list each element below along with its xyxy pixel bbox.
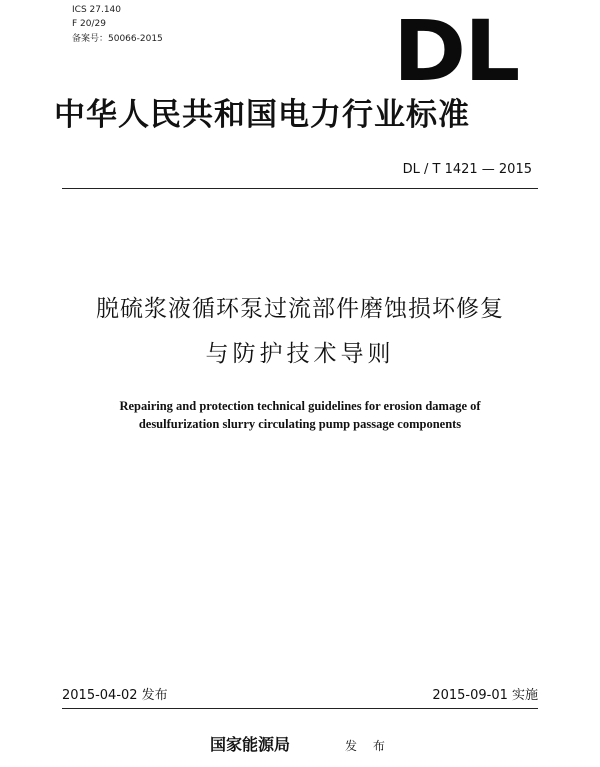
top-divider (62, 188, 538, 189)
ics-code: ICS 27.140 (72, 5, 122, 15)
issue-date: 2015-04-02 发布 (62, 688, 168, 703)
standard-number: DL / T 1421 — 2015 (402, 162, 532, 177)
record-number: 备案号：50066-2015 (72, 34, 163, 44)
chinese-title-line-2: 与防护技术导则 (205, 341, 395, 367)
english-title-line-2: desulfurization slurry circulating pump passage components (138, 417, 462, 431)
industry-standard-title: 中华人民共和国电力行业标准 (54, 97, 470, 133)
publish-label: 发 布 (345, 739, 391, 753)
ccs-code: F 20/29 (72, 19, 106, 29)
chinese-title-line-1: 脱硫浆液循环泵过流部件磨蚀损坏修复 (96, 296, 504, 322)
bottom-divider (62, 708, 538, 709)
implementation-date: 2015-09-01 实施 (432, 688, 538, 703)
publisher-name: 国家能源局 (210, 735, 291, 754)
dl-logo: DL (393, 2, 519, 100)
english-title-line-1: Repairing and protection technical guidelines for erosion damage of (119, 399, 481, 413)
